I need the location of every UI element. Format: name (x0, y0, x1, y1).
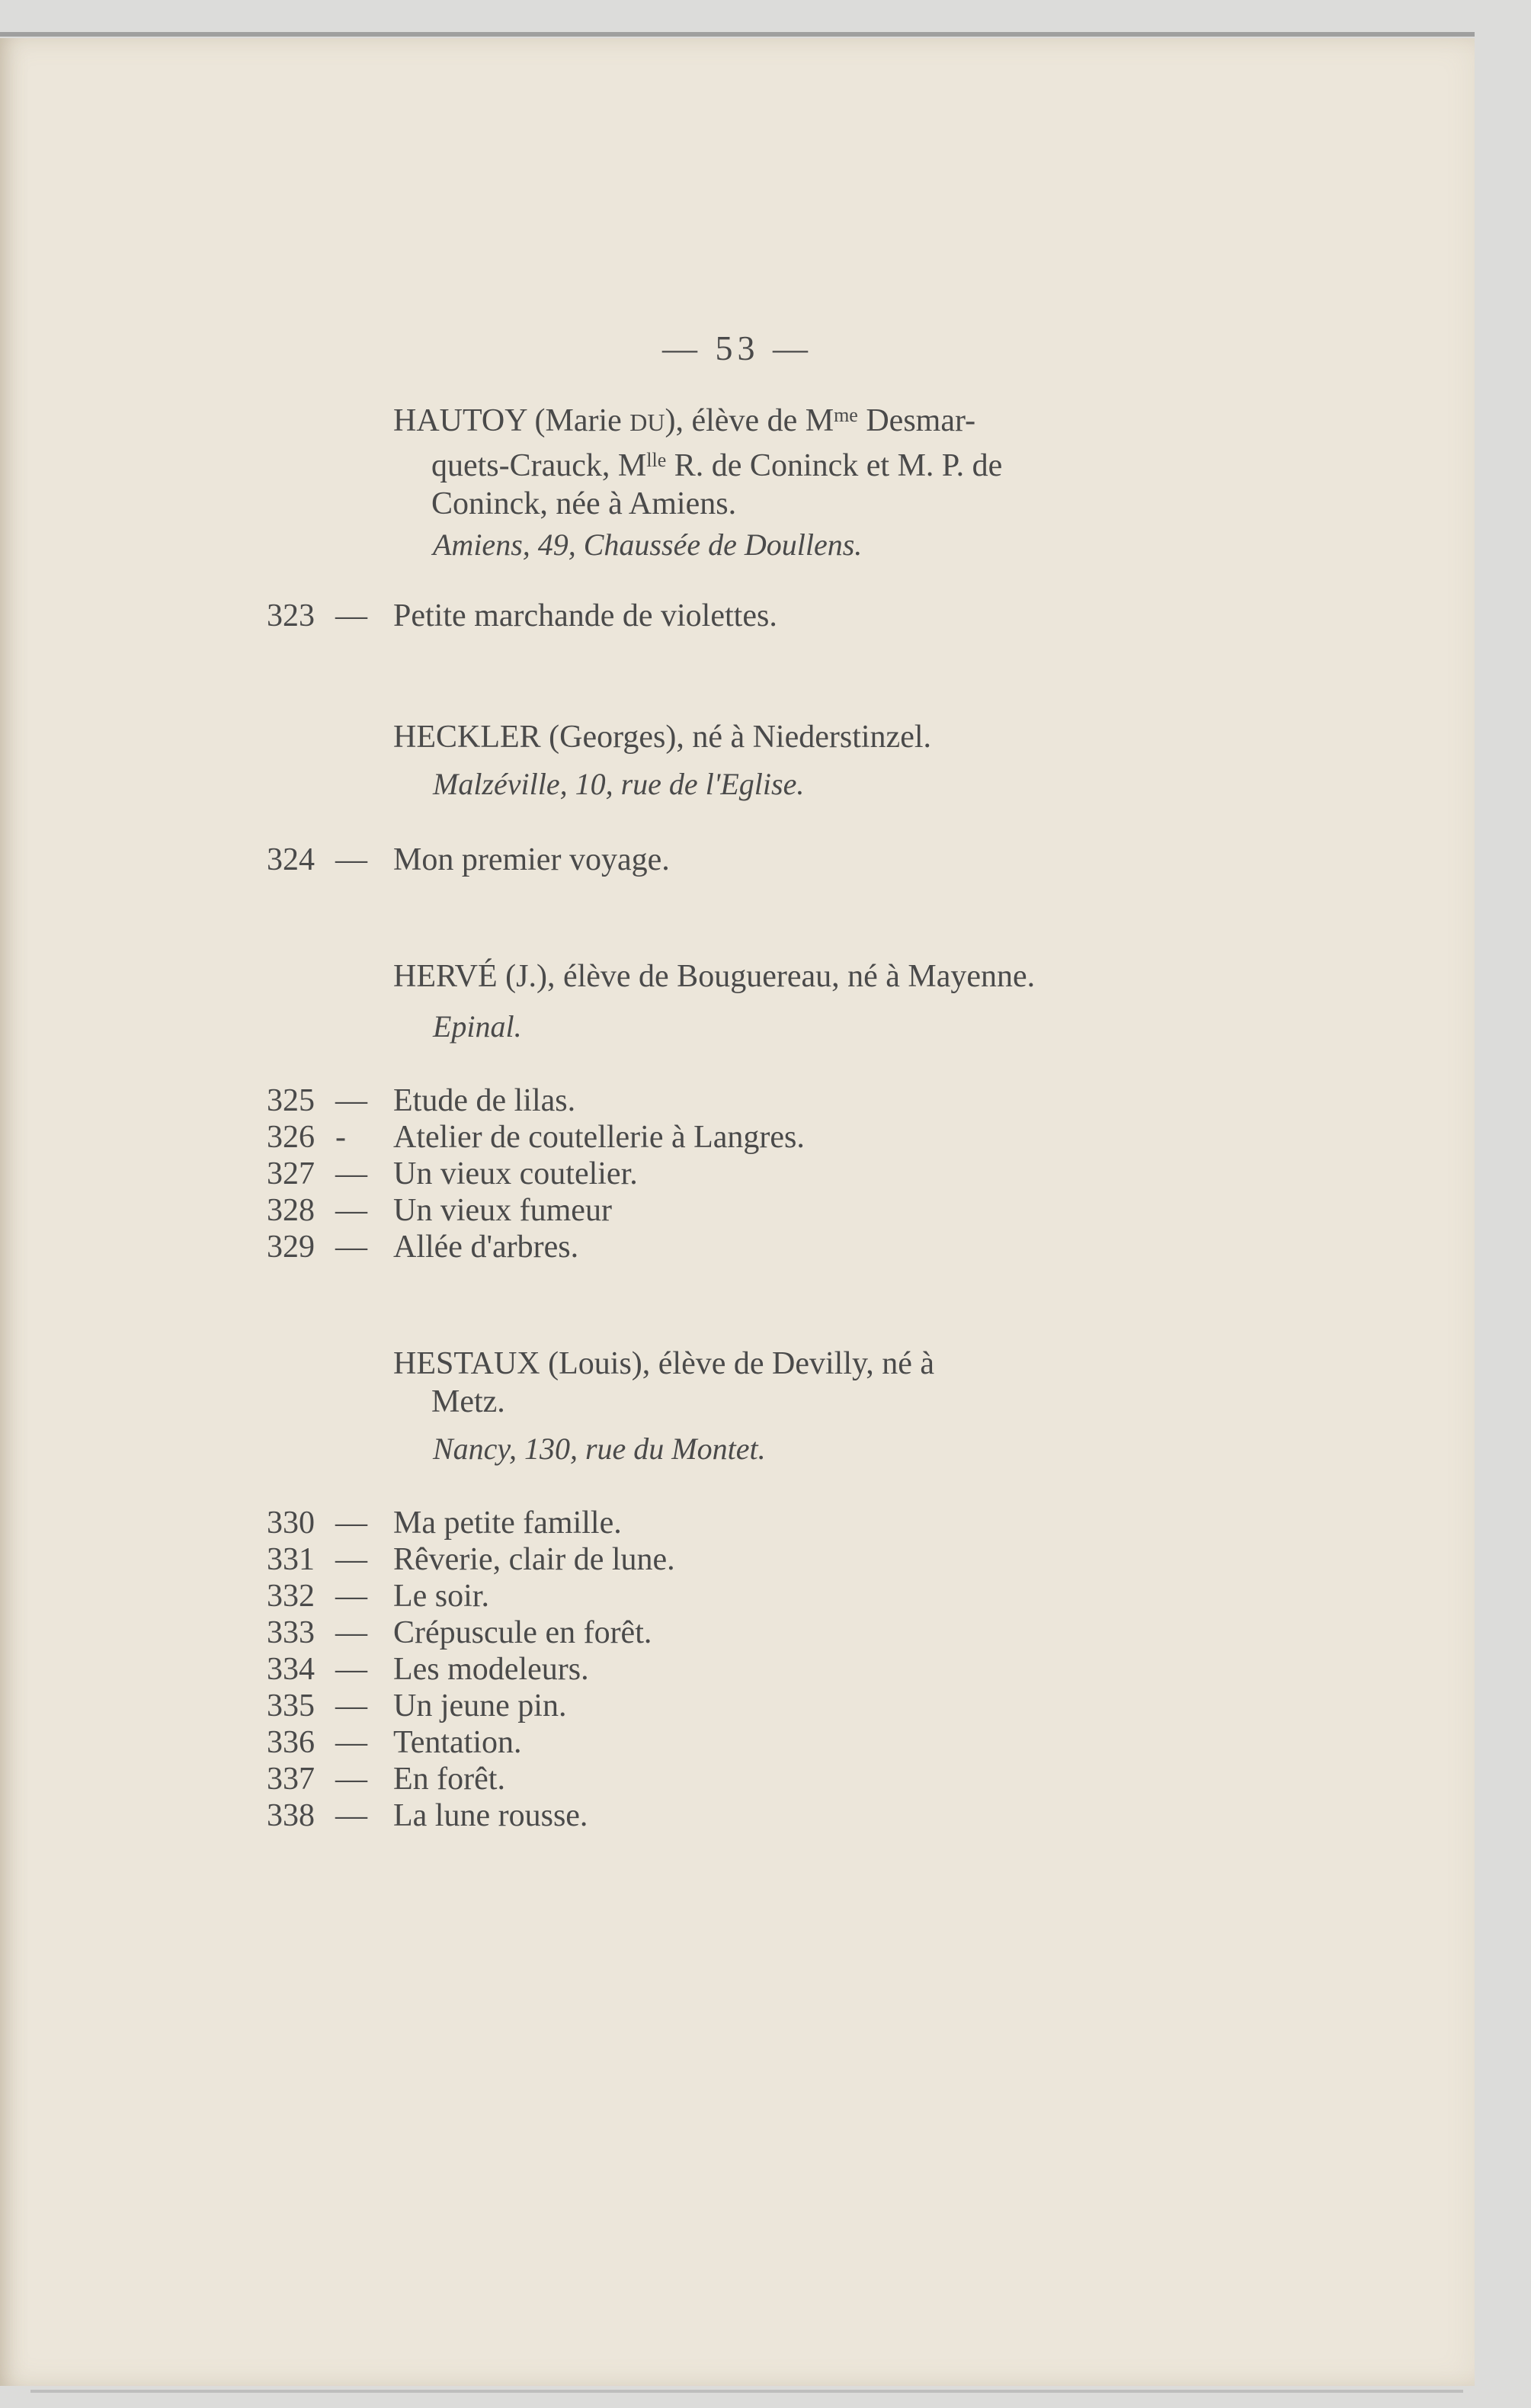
artist-details: Coninck, née à Amiens. (431, 486, 737, 521)
item-number: 329 (267, 1230, 315, 1265)
item-title: Petite marchande de violettes. (393, 598, 777, 633)
item-title: En forêt. (393, 1762, 505, 1797)
item-dash: — (335, 1688, 367, 1723)
catalogue-item (267, 1578, 489, 1614)
artist-entry-hautoy (393, 396, 1148, 523)
catalogue-item (267, 1614, 652, 1651)
item-title: Atelier de coutellerie à Langres. (393, 1120, 805, 1155)
item-dash: — (335, 1505, 367, 1541)
artist-details: Desmar- (857, 403, 976, 438)
catalogue-item (267, 598, 777, 634)
item-title: Un vieux fumeur (393, 1193, 612, 1228)
artist-address: Epinal. (433, 1009, 522, 1044)
item-dash: - (335, 1120, 346, 1155)
catalogue-item (267, 1229, 578, 1265)
catalogue-item (267, 1192, 612, 1229)
item-dash: — (335, 1083, 367, 1118)
item-number: 337 (267, 1762, 315, 1797)
item-dash: — (335, 1652, 367, 1687)
artist-details: (J.), élève de Bouguereau, né à Mayenne. (505, 959, 1036, 994)
item-title: Le soir. (393, 1579, 489, 1614)
item-dash: — (335, 1230, 367, 1265)
artist-details: (Louis), élève de Devilly, né à (548, 1346, 935, 1381)
item-title: Etude de lilas. (393, 1083, 576, 1118)
catalogue-item (267, 1761, 505, 1797)
item-title: Ma petite famille. (393, 1505, 622, 1541)
artist-details: quets-Crauck, M (431, 448, 647, 483)
item-number: 327 (267, 1156, 315, 1191)
catalogue-item (267, 1505, 622, 1541)
item-dash: — (335, 1156, 367, 1191)
catalogue-item (267, 842, 670, 878)
item-title: Les modeleurs. (393, 1652, 589, 1687)
item-dash: — (335, 1579, 367, 1614)
artist-entry-heckler (393, 718, 1148, 756)
item-number: 332 (267, 1579, 315, 1614)
item-dash: — (335, 1725, 367, 1760)
artist-address: Amiens, 49, Chaussée de Doullens. (433, 527, 863, 562)
item-dash: — (335, 1542, 367, 1577)
item-dash: — (335, 842, 367, 877)
artist-name: HAUTOY (393, 403, 527, 438)
item-dash: — (335, 1615, 367, 1650)
artist-details: (Georges), né à Niederstinzel. (549, 720, 932, 755)
item-dash: — (335, 1193, 367, 1228)
top-edge (0, 32, 1475, 37)
catalogue-item (267, 1541, 675, 1578)
catalogue-item (267, 1651, 589, 1688)
artist-entry-hestaux (393, 1345, 1148, 1421)
item-title: Allée d'arbres. (393, 1230, 579, 1265)
artist-details: ), élève de M (665, 403, 834, 438)
artist-details: Metz. (431, 1384, 505, 1419)
item-number: 338 (267, 1798, 315, 1833)
artist-name: HESTAUX (393, 1346, 540, 1381)
item-number: 323 (267, 598, 315, 633)
superscript: me (834, 404, 858, 426)
artist-details: R. de Coninck et M. P. de (666, 448, 1003, 483)
item-number: 331 (267, 1542, 315, 1577)
item-number: 335 (267, 1688, 315, 1723)
item-title: Rêverie, clair de lune. (393, 1542, 675, 1577)
item-number: 328 (267, 1193, 315, 1228)
catalogue-item (267, 1688, 566, 1724)
page-paper (0, 38, 1475, 2386)
superscript: lle (646, 449, 667, 471)
catalogue-item (267, 1724, 522, 1761)
item-number: 333 (267, 1615, 315, 1650)
page-number: — 53 — (662, 329, 812, 367)
name-particle: DU (629, 409, 665, 436)
item-number: 336 (267, 1725, 315, 1760)
item-title: Mon premier voyage. (393, 842, 670, 877)
catalogue-item (267, 1156, 638, 1192)
item-number: 324 (267, 842, 315, 877)
item-title: Un vieux coutelier. (393, 1156, 638, 1191)
artist-name: HERVÉ (393, 959, 498, 994)
artist-entry-herve (393, 957, 1148, 996)
item-title: Un jeune pin. (393, 1688, 567, 1723)
bottom-edge (30, 2390, 1463, 2393)
item-dash: — (335, 1798, 367, 1833)
item-number: 330 (267, 1505, 315, 1541)
item-number: 326 (267, 1120, 315, 1155)
catalogue-item (267, 1119, 805, 1156)
artist-address: Malzéville, 10, rue de l'Eglise. (433, 767, 805, 801)
item-number: 325 (267, 1083, 315, 1118)
catalogue-item (267, 1797, 588, 1834)
artist-name: HECKLER (393, 720, 541, 755)
item-title: Tentation. (393, 1725, 522, 1760)
item-dash: — (335, 598, 367, 633)
item-number: 334 (267, 1652, 315, 1687)
item-dash: — (335, 1762, 367, 1797)
artist-details: (Marie (534, 403, 622, 438)
artist-address: Nancy, 130, rue du Montet. (433, 1432, 766, 1466)
catalogue-item (267, 1082, 575, 1119)
item-title: La lune rousse. (393, 1798, 588, 1833)
item-title: Crépuscule en forêt. (393, 1615, 652, 1650)
